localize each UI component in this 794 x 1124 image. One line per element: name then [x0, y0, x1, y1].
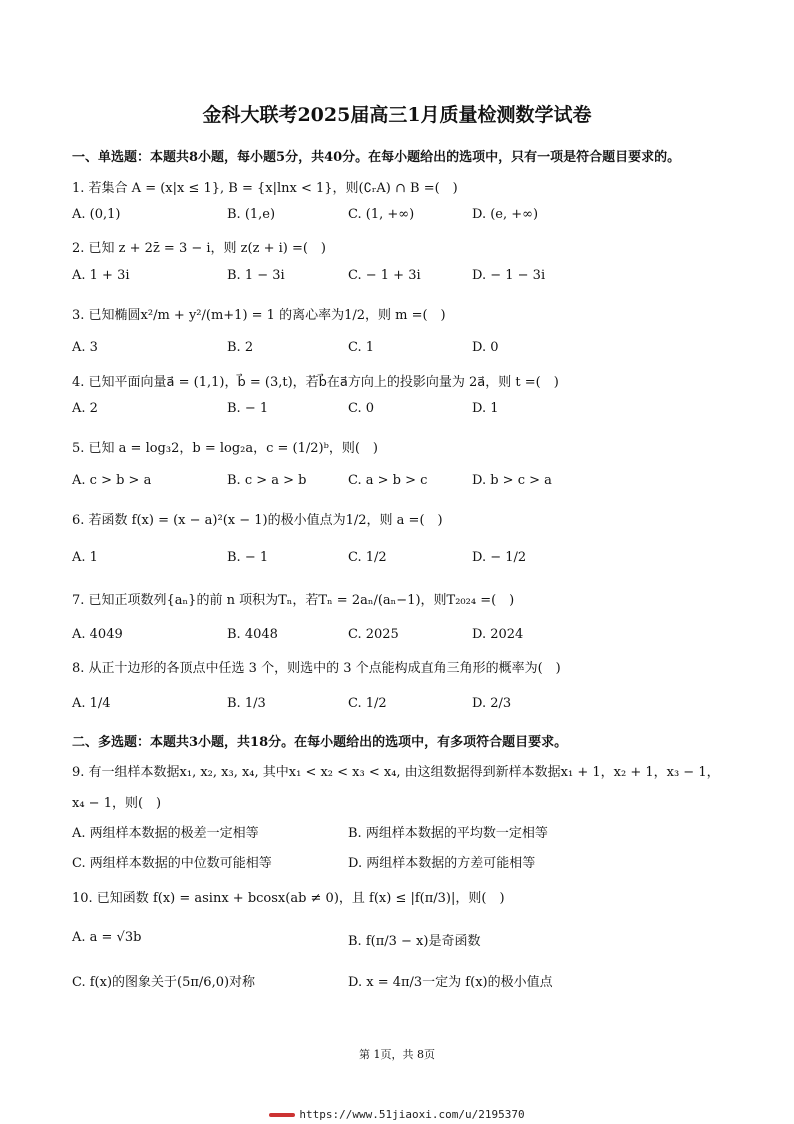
section-heading-multi-choice: 二、多选题：本题共3小题，共18分。在每小题给出的选项中，有多项符合题目要求。: [72, 735, 568, 750]
option-d: D. 两组样本数据的方差可能相等: [348, 856, 536, 871]
option-a: A. 3: [72, 340, 98, 355]
question-9-stem-continued: x₄ − 1，则( ): [72, 796, 162, 811]
option-c: C. 1: [348, 340, 375, 355]
option-d: D. − 1 − 3i: [472, 268, 546, 283]
watermark-url: https://www.51jiaoxi.com/u/2195370: [299, 1108, 525, 1121]
question-5-stem: 5. 已知 a = log₃2，b = log₂a，c = (1/2)ᵇ，则( ): [72, 441, 378, 456]
option-b: B. f(π/3 − x)是奇函数: [348, 934, 481, 949]
option-b: B. (1,e): [227, 207, 276, 222]
question-6-stem: 6. 若函数 f(x) = (x − a)²(x − 1)的极小值点为1/2，则 a =( ): [72, 513, 443, 528]
page-title: 金科大联考2025届高三1月质量检测数学试卷: [202, 104, 592, 126]
option-a: A. (0,1): [72, 207, 121, 222]
option-b: B. 2: [227, 340, 254, 355]
option-a: A. c > b > a: [72, 473, 152, 488]
question-9-stem: 9. 有一组样本数据x₁, x₂, x₃, x₄, 其中x₁ < x₂ < x₃ < x₄, 由这组数据得到新样本数据x₁ + 1，x₂ + 1，x₃ − 1，: [72, 765, 720, 780]
option-c: C. 1/2: [348, 550, 387, 565]
question-7-stem: 7. 已知正项数列{aₙ}的前 n 项积为Tₙ，若Tₙ = 2aₙ/(aₙ−1)，则T₂₀₂₄ =( ): [72, 593, 515, 608]
section-heading-single-choice: 一、单选题：本题共8小题，每小题5分，共40分。在每小题给出的选项中，只有一项是符合题目要求的。: [72, 150, 681, 165]
question-9-options-row-1: [72, 822, 732, 842]
option-c: C. 两组样本数据的中位数可能相等: [72, 856, 272, 871]
question-10-options-row-1: [72, 930, 732, 950]
watermark: [0, 1108, 794, 1121]
option-c: C. 0: [348, 401, 375, 416]
question-6-options: [72, 550, 732, 570]
question-7-options: [72, 627, 732, 647]
option-d: D. 2024: [472, 627, 524, 642]
option-a: A. 两组样本数据的极差一定相等: [72, 826, 259, 841]
option-b: B. − 1: [227, 401, 269, 416]
question-3-stem: 3. 已知椭圆x²/m + y²/(m+1) = 1 的离心率为1/2，则 m =( ): [72, 308, 446, 323]
question-2-stem: 2. 已知 z + 2z̄ = 3 − i，则 z(z + i) =( ): [72, 241, 326, 256]
option-b: B. − 1: [227, 550, 269, 565]
option-d: D. 0: [472, 340, 499, 355]
question-2-options: [72, 268, 732, 288]
page-footer: 第 1页，共 8页: [359, 1048, 435, 1061]
option-b: B. 两组样本数据的平均数一定相等: [348, 826, 548, 841]
question-8-options: [72, 696, 732, 716]
question-3-options: [72, 340, 732, 360]
option-d: D. − 1/2: [472, 550, 527, 565]
option-d: D. (e, +∞): [472, 207, 539, 222]
option-d: D. b > c > a: [472, 473, 552, 488]
question-5-options: [72, 473, 732, 493]
option-d: D. x = 4π/3一定为 f(x)的极小值点: [348, 975, 553, 990]
option-c: C. f(x)的图象关于(5π/6,0)对称: [72, 975, 256, 990]
option-d: D. 1: [472, 401, 499, 416]
option-c: C. 2025: [348, 627, 399, 642]
option-b: B. c > a > b: [227, 473, 307, 488]
option-c: C. − 1 + 3i: [348, 268, 421, 283]
option-d: D. 2/3: [472, 696, 512, 711]
option-b: B. 1/3: [227, 696, 266, 711]
option-a: A. a = √3b: [72, 930, 142, 945]
option-a: A. 1/4: [72, 696, 111, 711]
question-10-options-row-2: [72, 971, 732, 991]
option-b: B. 1 − 3i: [227, 268, 285, 283]
question-1-options: [72, 207, 732, 227]
option-a: A. 1 + 3i: [72, 268, 130, 283]
question-8-stem: 8. 从正十边形的各顶点中任选 3 个，则选中的 3 个点能构成直角三角形的概率为( ): [72, 661, 561, 676]
option-a: A. 2: [72, 401, 98, 416]
question-4-options: [72, 401, 732, 421]
option-c: C. (1, +∞): [348, 207, 415, 222]
question-1-stem: 1. 若集合 A = (x|x ≤ 1}, B = {x|lnx < 1}，则(∁ᵣA) ∩ B =( ): [72, 181, 458, 196]
question-9-options-row-2: [72, 852, 732, 872]
option-c: C. a > b > c: [348, 473, 428, 488]
option-a: A. 1: [72, 550, 98, 565]
option-a: A. 4049: [72, 627, 123, 642]
option-c: C. 1/2: [348, 696, 387, 711]
question-4-stem: 4. 已知平面向量a⃗ = (1,1)，b⃗ = (3,t)，若b⃗在a⃗方向上的投影向量为 2a⃗，则 t =( ): [72, 375, 559, 390]
watermark-logo-icon: [269, 1113, 295, 1117]
question-10-stem: 10. 已知函数 f(x) = asinx + bcosx(ab ≠ 0)，且 f(x) ≤ |f(π/3)|，则( ): [72, 891, 505, 906]
option-b: B. 4048: [227, 627, 278, 642]
